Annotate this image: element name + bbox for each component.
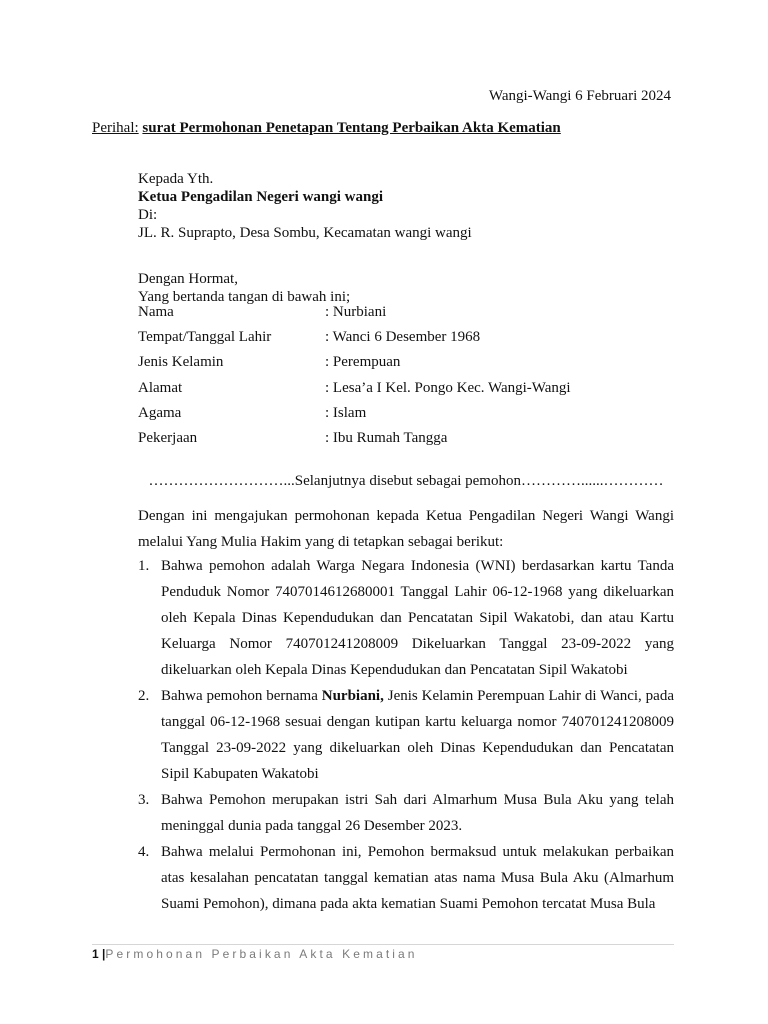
intro-paragraph: Dengan ini mengajukan permohonan kepada Ketua Pengadilan Negeri Wangi Wangi melalui Yang Mulia Hakim yang di tetapkan sebagai berikut: xyxy=(138,508,674,550)
address-line: Kepada Yth. xyxy=(138,171,214,187)
greeting-line: Dengan Hormat, xyxy=(138,271,238,287)
perihal-line xyxy=(92,120,561,137)
identity-row xyxy=(138,304,571,329)
list-item xyxy=(138,553,674,683)
petitioner-dots-line: ………………………...Selanjutnya disebut sebagai pemohon…………......………… xyxy=(148,473,664,489)
identity-label: Nama xyxy=(138,304,174,320)
list-item xyxy=(138,787,674,839)
identity-row xyxy=(138,430,571,455)
identity-value: : Islam xyxy=(325,404,367,421)
identity-label: Pekerjaan xyxy=(138,429,198,446)
identity-label: Agama xyxy=(138,404,182,421)
petitioner-name: Nurbiani, xyxy=(321,688,384,704)
identity-row xyxy=(138,329,571,354)
list-item xyxy=(138,683,674,787)
identity-row xyxy=(138,405,571,430)
list-number: 4. xyxy=(138,844,150,860)
footer-divider xyxy=(92,944,674,945)
identity-value: : Wanci 6 Desember 1968 xyxy=(325,329,481,346)
identity-row xyxy=(138,380,571,405)
page-number: 1 xyxy=(92,947,99,961)
list-number: 2. xyxy=(138,688,150,704)
list-number: 3. xyxy=(138,792,150,808)
identity-label: Alamat xyxy=(138,379,183,396)
identity-value: : Nurbiani xyxy=(325,304,387,320)
list-text-post: Jenis Kelamin Perempuan Lahir di Wanci, pada tanggal 06-12-1968 sesuai dengan kutipan kartu keluarga nomor 740701241208009 Tanggal 23-09-2022 yang dikeluarkan oleh Dinas Kependudukan dan Pencatatan Sipil Kabupaten Wakatobi xyxy=(161,688,674,782)
identity-row xyxy=(138,354,571,379)
greeting-line: Yang bertanda tangan di bawah ini; xyxy=(138,289,351,305)
footer-title: Permohonan Perbaikan Akta Kematian xyxy=(105,947,418,961)
recipient-address xyxy=(138,170,472,242)
list-text-pre: Bahwa pemohon bernama xyxy=(161,688,322,704)
identity-label: Tempat/Tanggal Lahir xyxy=(138,329,272,346)
identity-label: Jenis Kelamin xyxy=(138,354,224,371)
address-street: JL. R. Suprapto, Desa Sombu, Kecamatan wangi wangi xyxy=(138,225,472,241)
perihal-label: Perihal: xyxy=(92,120,139,136)
perihal-subject: surat Permohonan Penetapan Tentang Perbaikan Akta Kematian xyxy=(142,120,561,136)
footer-separator: | xyxy=(102,947,106,961)
letter-date: Wangi-Wangi 6 Februari 2024 xyxy=(488,88,671,104)
list-text: Bahwa melalui Permohonan ini, Pemohon bermaksud untuk melakukan perbaikan atas kesalahan pencatatan tanggal kematian atas nama Musa Bula Aku (Almarhum Suami Pemohon), dimana pada akta kematian Suami Pemohon tercatat Musa Bula xyxy=(161,844,674,912)
list-text: Bahwa Pemohon merupakan istri Sah dari Almarhum Musa Bula Aku yang telah meninggal dunia pada tanggal 26 Desember 2023. xyxy=(161,792,674,834)
address-line: Di: xyxy=(138,207,158,223)
list-number: 1. xyxy=(138,558,150,574)
list-text: Bahwa pemohon adalah Warga Negara Indonesia (WNI) berdasarkan kartu Tanda Penduduk Nomor 7407014612680001 Tanggal Lahir 06-12-1968 yang dikeluarkan oleh Kepala Dinas Kependudukan dan Pencatatan Sipil Wakatobi, dan atau Kartu Keluarga Nomor 740701241208009 Dikeluarkan Tanggal 23-09-2022 yang dikeluarkan oleh Kepala Dinas Kependudukan dan Pencatatan Sipil Wakatobi xyxy=(161,558,674,678)
list-item xyxy=(138,839,674,917)
numbered-list xyxy=(138,553,674,917)
identity-table xyxy=(138,304,571,455)
greeting xyxy=(138,270,350,306)
identity-value: : Lesa’a I Kel. Pongo Kec. Wangi-Wangi xyxy=(325,379,571,396)
identity-value: : Ibu Rumah Tangga xyxy=(325,429,448,446)
address-recipient: Ketua Pengadilan Negeri wangi wangi xyxy=(138,189,384,205)
identity-value: : Perempuan xyxy=(325,354,401,371)
page-footer xyxy=(92,947,418,961)
